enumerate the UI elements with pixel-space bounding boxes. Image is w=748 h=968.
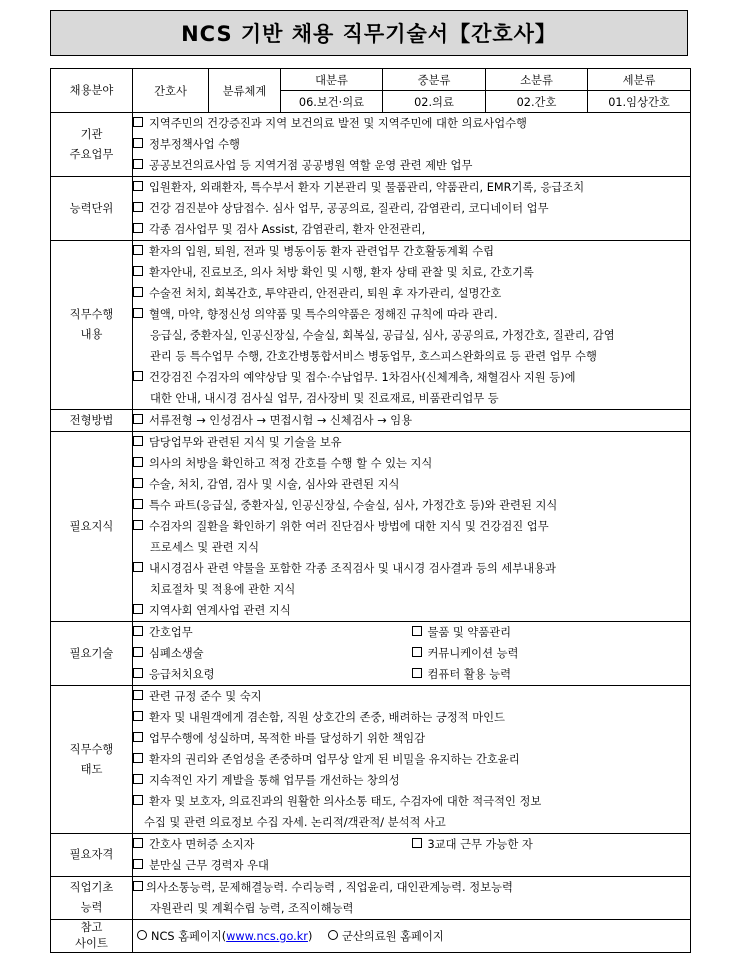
list-item	[133, 877, 690, 898]
checkbox-square-icon	[412, 626, 422, 636]
minor-class-value: 02.간호	[486, 91, 588, 113]
checkbox-square-icon	[133, 287, 143, 297]
basic-label-line1: 직업기초	[69, 881, 114, 894]
checkbox-square-icon	[133, 245, 143, 255]
item-text: 특수 파트(응급실, 중환자실, 인공신장실, 수술실, 심사, 가정간호 등)와 관련된 지식	[149, 499, 558, 512]
checkbox-square-icon	[133, 436, 143, 446]
list-item	[133, 770, 690, 791]
item-text: 내시경검사 관련 약물을 포함한 각종 조직검사 및 내시경 검사결과 등의 세부내용과	[149, 562, 556, 575]
ncs-site-label: NCS 홈페이지(	[151, 929, 227, 943]
ability-unit-content	[133, 177, 691, 241]
circle-bullet-icon	[137, 930, 147, 940]
basic-ability-label	[51, 877, 133, 920]
checkbox-square-icon	[133, 711, 143, 721]
item-text: 서류전형 → 인성검사 → 면접시험 → 신체검사 → 임용	[149, 414, 413, 427]
duty-content	[133, 241, 691, 410]
sites-label-line2: 사이트	[75, 937, 108, 950]
list-item	[133, 686, 690, 707]
item-text: 물품 및 약품관리	[427, 626, 512, 639]
list-item	[133, 367, 690, 388]
circle-bullet-icon	[328, 930, 338, 940]
list-item	[133, 495, 690, 516]
list-item	[412, 834, 691, 855]
checkbox-square-icon	[133, 626, 143, 636]
item-text: 의사의 처방을 확인하고 적정 간호를 수행 할 수 있는 지식	[149, 457, 433, 470]
list-item	[133, 134, 690, 155]
item-continuation: 대한 안내, 내시경 검사실 업무, 검사장비 및 진료재료, 비품관리업무 등	[150, 392, 499, 405]
org-duty-content	[133, 113, 691, 177]
list-item	[133, 834, 412, 855]
checkbox-square-icon	[133, 859, 143, 869]
item-continuation: 응급실, 중환자실, 인공신장실, 수술실, 회복실, 공급실, 심사, 공공의료, 가정간호, 질관리, 감염	[150, 329, 615, 342]
item-text: 심폐소생술	[149, 647, 204, 660]
list-item	[133, 474, 690, 495]
major-class-label: 대분류	[281, 69, 383, 91]
item-text: 정부정책사업 수행	[149, 138, 240, 151]
selection-process-content	[133, 410, 691, 432]
list-item	[412, 643, 691, 664]
item-text: 환자안내, 진료보조, 의사 처방 확인 및 시행, 환자 상태 관찰 및 치료, 간호기록	[149, 266, 534, 279]
attitude-label	[51, 686, 133, 834]
checkbox-square-icon	[133, 138, 143, 148]
checkbox-square-icon	[133, 202, 143, 212]
item-text: 환자의 권리와 존엄성을 존중하며 업무상 알게 된 비밀을 유지하는 간호윤리	[149, 753, 520, 766]
skill-left-column	[133, 622, 412, 685]
skill-right-column	[412, 622, 691, 685]
minor-class-label: 소분류	[486, 69, 588, 91]
field-value: 간호사	[133, 69, 209, 113]
item-continuation: 관리 등 특수업무 수행, 간호간병통합서비스 병동업무, 호스피스완화의료 등 관련 업무 수행	[150, 350, 597, 363]
ncs-site-suffix: )	[307, 929, 313, 943]
middle-class-value: 02.의료	[383, 91, 486, 113]
list-item	[133, 791, 690, 812]
org-duty-label	[51, 113, 133, 177]
checkbox-square-icon	[133, 181, 143, 191]
item-text: 혈액, 마약, 향정신성 의약품 및 특수의약품은 정해진 규칙에 따라 관리.	[149, 308, 498, 321]
list-item	[133, 283, 690, 304]
item-text: 의사소통능력, 문제해결능력. 수리능력 , 직업윤리, 대인관계능력. 정보능력	[146, 881, 513, 894]
item-text: 환자 및 보호자, 의료진과의 원활한 의사소통 태도, 수검자에 대한 적극적인 정보	[149, 795, 542, 808]
selection-process-label: 전형방법	[51, 410, 133, 432]
item-text: 수술전 처치, 회복간호, 투약관리, 안전관리, 퇴원 후 자가관리, 설명간호	[149, 287, 502, 300]
item-text: 관련 규정 준수 및 숙지	[149, 690, 262, 703]
list-item	[133, 262, 690, 283]
item-continuation: 프로세스 및 관련 지식	[150, 541, 259, 554]
checkbox-square-icon	[412, 647, 422, 657]
document-title-box	[50, 10, 688, 56]
document-title: NCS 기반 채용 직무기술서【간호사】	[181, 22, 557, 46]
duty-label-line1: 직무수행	[69, 308, 114, 321]
attitude-label-line1: 직무수행	[69, 742, 114, 756]
attitude-label-line2: 태도	[80, 762, 103, 776]
item-text: 환자의 입원, 퇴원, 전과 및 병동이동 환자 관련업무 간호활동계획 수립	[149, 245, 495, 258]
item-text: 업무수행에 성실하며, 목적한 바를 달성하기 위한 책임감	[149, 732, 426, 745]
list-item	[133, 516, 690, 537]
checkbox-square-icon	[133, 457, 143, 467]
item-text: 간호사 면허증 소지자	[149, 838, 255, 851]
list-item	[133, 155, 690, 176]
checkbox-square-icon	[133, 371, 143, 381]
list-item	[133, 432, 690, 453]
checkbox-square-icon	[133, 117, 143, 127]
item-text: 각종 검사업무 및 검사 Assist, 감염관리, 환자 안전관리,	[149, 223, 426, 236]
list-item	[133, 219, 690, 240]
checkbox-square-icon	[133, 562, 143, 572]
item-text: 커뮤니케이션 능력	[427, 647, 519, 660]
list-item	[133, 643, 412, 664]
item-text: 분만실 근무 경력자 우대	[149, 859, 269, 872]
item-text: 컴퓨터 활용 능력	[427, 668, 512, 681]
checkbox-square-icon	[133, 690, 143, 700]
checkbox-square-icon	[133, 604, 143, 614]
duty-label-line2: 내용	[80, 328, 103, 341]
skill-label: 필요기술	[51, 622, 133, 686]
checkbox-square-icon	[133, 732, 143, 742]
org-label-line1: 기관	[80, 127, 103, 141]
duty-content-label	[51, 241, 133, 410]
checkbox-square-icon	[133, 647, 143, 657]
checkbox-square-icon	[133, 838, 143, 848]
item-text: 지속적인 자기 계발을 통해 업무를 개선하는 창의성	[149, 774, 400, 787]
list-item	[133, 453, 690, 474]
item-text: 환자 및 내원객에게 겸손함, 직원 상호간의 존중, 배려하는 긍정적 마인드	[149, 711, 505, 724]
checkbox-square-icon	[133, 499, 143, 509]
list-item	[133, 728, 690, 749]
list-item	[133, 177, 690, 198]
item-text: 건강 검진분야 상담접수. 심사 업무, 공공의료, 질관리, 감염관리, 코디네이터 업무	[149, 202, 549, 215]
item-text: 입원환자, 외래환자, 특수부서 환자 기본관리 및 물품관리, 약품관리, EMR기록, 응급조치	[149, 181, 585, 194]
detail-class-label: 세분류	[588, 69, 691, 91]
checkbox-square-icon	[412, 838, 422, 848]
org-label-line2: 주요업무	[69, 147, 114, 161]
list-item	[133, 113, 690, 134]
list-item	[133, 304, 690, 325]
list-item	[133, 198, 690, 219]
sites-label-line1: 참고	[80, 921, 103, 934]
item-text: 지역주민의 건강증진과 지역 보건의료 발전 및 지역주민에 대한 의료사업수행	[149, 117, 527, 130]
knowledge-content	[133, 432, 691, 622]
checkbox-square-icon	[133, 668, 143, 678]
major-class-value: 06.보건·의료	[281, 91, 383, 113]
list-item	[133, 622, 412, 643]
reference-sites-label	[51, 920, 133, 953]
job-description-table	[50, 68, 691, 953]
reference-sites-content	[133, 920, 691, 953]
skill-content	[133, 622, 691, 686]
basic-label-line2: 능력	[80, 901, 103, 914]
list-item	[133, 600, 690, 621]
checkbox-square-icon	[133, 795, 143, 805]
checkbox-square-icon	[133, 478, 143, 488]
checkbox-square-icon	[133, 308, 143, 318]
list-item	[133, 749, 690, 770]
checkbox-square-icon	[133, 414, 143, 424]
checkbox-square-icon	[133, 881, 143, 891]
item-continuation: 수집 및 관련 의료정보 수집 자세. 논리적/객관적/ 분석적 사고	[144, 816, 446, 829]
item-text: 공공보건의료사업 등 지역거점 공공병원 역할 운영 관련 제반 업무	[149, 159, 473, 172]
list-item	[133, 410, 690, 431]
item-continuation: 자원관리 및 계획수립 능력, 조직이해능력	[150, 902, 354, 915]
item-text: 건강검진 수검자의 예약상담 및 접수·수납업무. 1차검사(신체계측, 채혈검사 지원 등)에	[149, 371, 576, 384]
qualification-right-column	[412, 834, 691, 876]
basic-ability-content	[133, 877, 691, 920]
list-item	[412, 664, 691, 685]
item-text: 지역사회 연계사업 관련 지식	[149, 604, 291, 617]
checkbox-square-icon	[133, 520, 143, 530]
list-item	[133, 707, 690, 728]
checkbox-square-icon	[133, 774, 143, 784]
qualification-content	[133, 834, 691, 877]
list-item	[133, 241, 690, 262]
checkbox-square-icon	[133, 159, 143, 169]
middle-class-label: 중분류	[383, 69, 486, 91]
list-item	[133, 855, 412, 876]
ncs-site-link[interactable]: www.ncs.go.kr	[226, 929, 308, 943]
checkbox-square-icon	[133, 266, 143, 276]
attitude-content	[133, 686, 691, 834]
gunsan-site-label: 군산의료원 홈페이지	[341, 929, 444, 943]
list-item	[133, 558, 690, 579]
list-item	[412, 622, 691, 643]
item-text: 수검자의 질환을 확인하기 위한 여러 진단검사 방법에 대한 지식 및 건강검진 업무	[149, 520, 549, 533]
item-text: 응급처치요령	[149, 668, 215, 681]
list-item	[133, 664, 412, 685]
checkbox-square-icon	[412, 668, 422, 678]
qualification-left-column	[133, 834, 412, 876]
item-text: 담당업무와 관련된 지식 및 기술을 보유	[149, 436, 342, 449]
item-text: 간호업무	[149, 626, 193, 639]
item-text: 수술, 처치, 감염, 검사 및 시술, 심사와 관련된 지식	[149, 478, 400, 491]
detail-class-value: 01.임상간호	[588, 91, 691, 113]
item-text: 3교대 근무 가능한 자	[427, 838, 533, 851]
item-continuation: 치료절차 및 적용에 관한 지식	[150, 583, 296, 596]
checkbox-square-icon	[133, 753, 143, 763]
class-label: 분류체계	[209, 69, 281, 113]
sites-line	[133, 926, 690, 947]
qualification-label: 필요자격	[51, 834, 133, 877]
ability-unit-label: 능력단위	[51, 177, 133, 241]
checkbox-square-icon	[133, 223, 143, 233]
field-label: 채용분야	[51, 69, 133, 113]
knowledge-label: 필요지식	[51, 432, 133, 622]
